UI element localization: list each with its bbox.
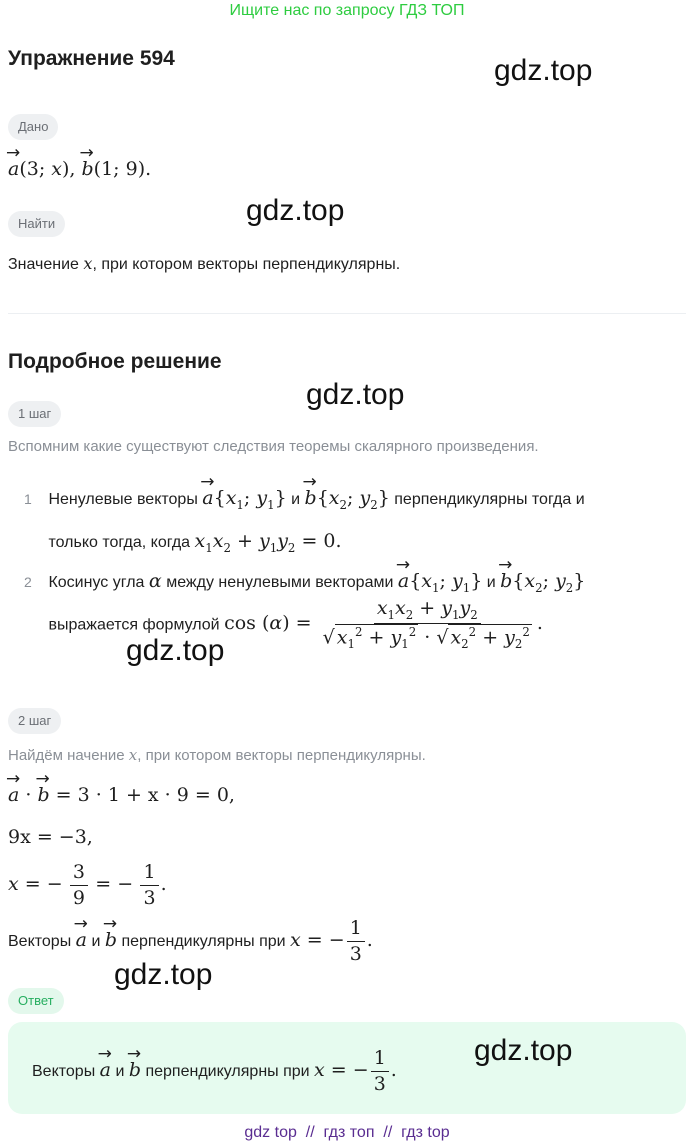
watermark: gdz.top: [474, 1034, 573, 1067]
list-item: 2 Косинус угла α между ненулевыми векторами a → {$x_1$; $y_1$} и b → {$x_2$; $y_2$}: [24, 555, 586, 595]
answer-box: [8, 1022, 686, 1114]
footer-links[interactable]: gdz top // гдз топ // гдз top: [244, 1124, 450, 1141]
conclusion: Векторы a → и b → перпендикулярны при x = − $\frac{1}{3}$ .: [8, 914, 373, 965]
step1-intro: Вспомним какие существуют следствия теоремы скалярного произведения.: [8, 438, 539, 455]
watermark: gdz.top: [494, 54, 593, 87]
answer-pill: Ответ: [8, 988, 64, 1014]
divider: [8, 313, 686, 314]
given-pill: Дано: [8, 114, 58, 140]
find-text: Значение x, при котором векторы перпендикулярны.: [8, 254, 401, 273]
watermark: gdz.top: [246, 194, 345, 227]
exercise-title: Упражнение 594: [8, 47, 175, 70]
watermark: gdz.top: [126, 634, 225, 667]
find-pill: Найти: [8, 211, 65, 237]
step2-pill: 2 шаг: [8, 708, 61, 734]
list-item: 1 Ненулевые векторы a → {$x_1$; $y_1$} и b → {$x_2$; $y_2$} перпендикулярны тогда и только тогда, когда $x_1x_2 + y_1y_2 = 0$.: [24, 472, 585, 555]
top-banner[interactable]: Ищите нас по запросу ГДЗ ТОП: [229, 2, 465, 19]
equation-line-2: 9x = −3,: [8, 826, 93, 848]
solution-title: Подробное решение: [8, 350, 222, 373]
watermark: gdz.top: [306, 378, 405, 411]
given-math: a → (3; x), b → (1; 9).: [6, 143, 152, 180]
equation-line-3: x = − $\frac{3}{9}$ = − $\frac{1}{3}$ .: [8, 861, 167, 909]
cos-formula: выражается формулой cos (α) = $\frac{x_1x_2 + y_1y_2}{√ x_1^2 + y_1^2 \cdot √ x_2^2 + y_2^2}$ .: [48, 597, 543, 652]
step2-intro: Найдём начение x, при котором векторы перпендикулярны.: [8, 746, 426, 764]
watermark: gdz.top: [114, 958, 213, 991]
answer-text: Векторы a → и b → перпендикулярны при x = − $\frac{1}{3}$ .: [32, 1044, 397, 1095]
equation-line-1: a → · b → = 3 · 1 + x · 9 = 0,: [6, 769, 235, 806]
step1-pill: 1 шаг: [8, 401, 61, 427]
